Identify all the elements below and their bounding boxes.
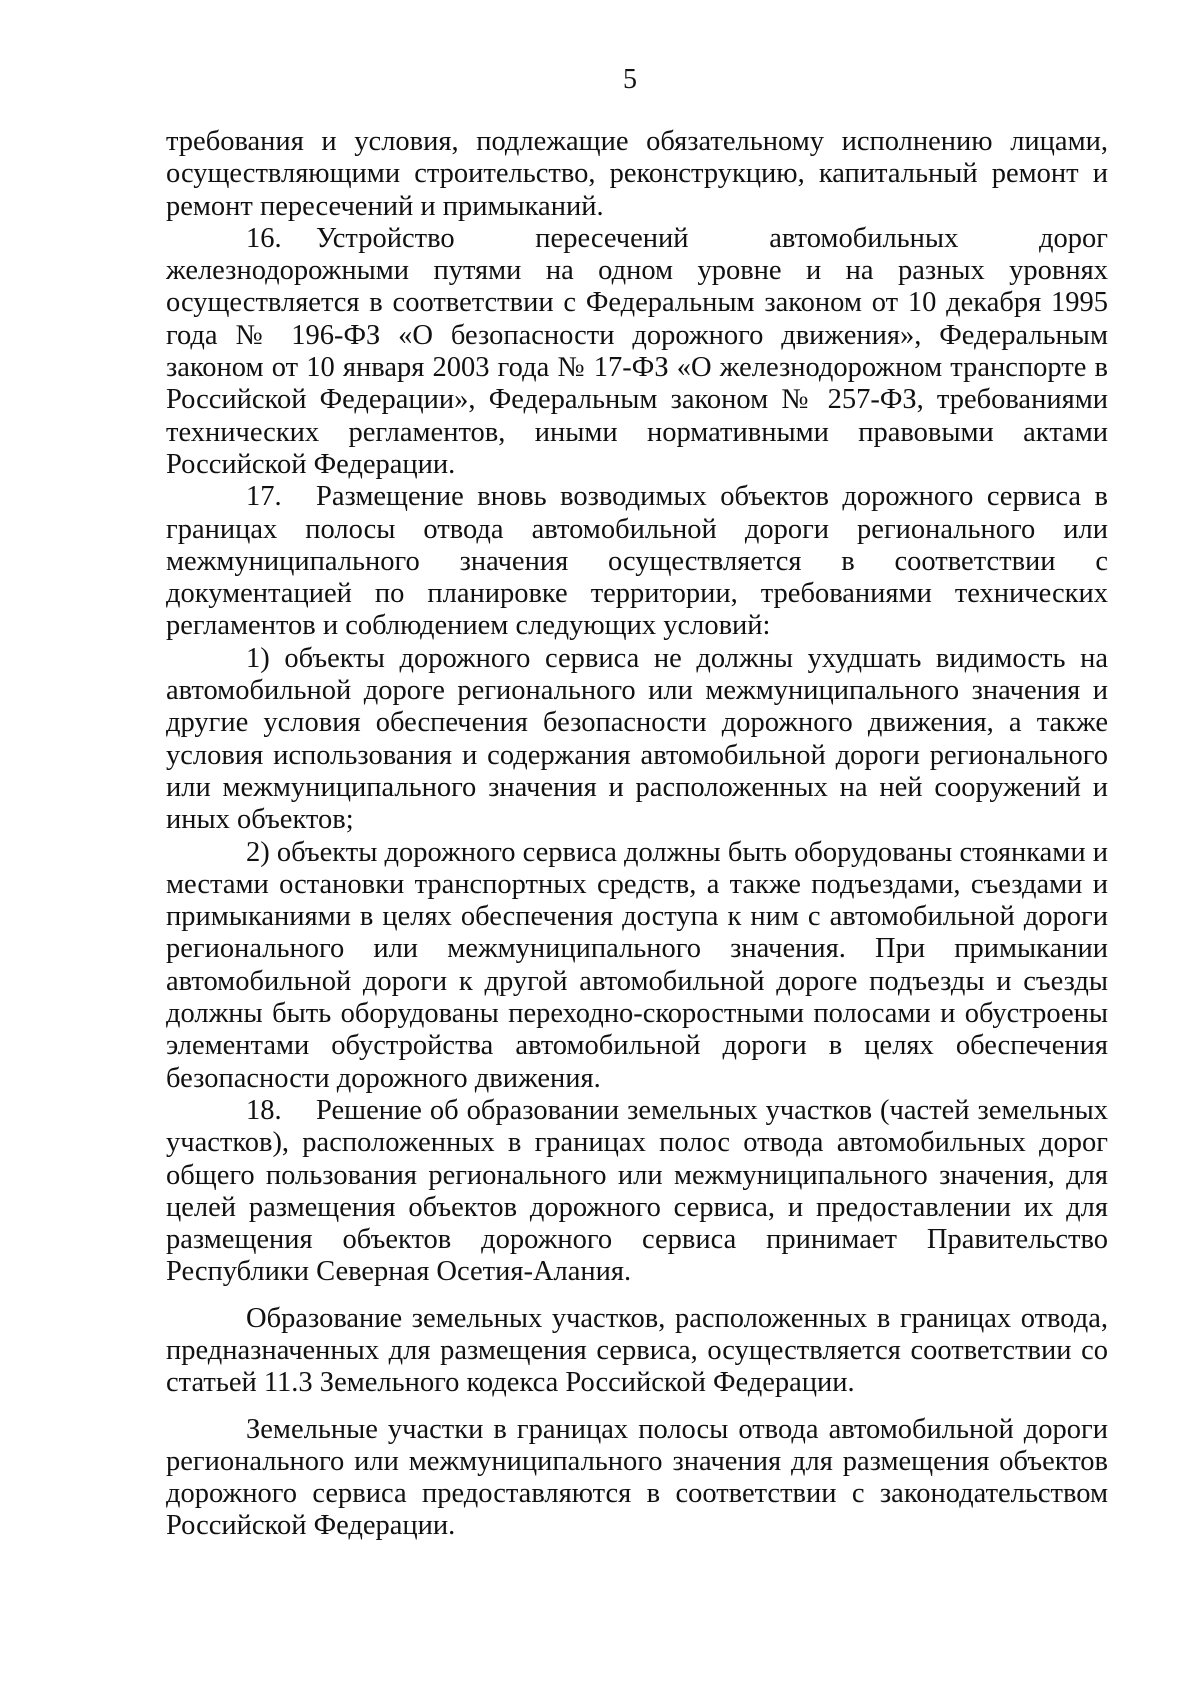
clause-16-number: 16. <box>246 222 282 254</box>
clause-18-number: 18. <box>246 1094 282 1126</box>
clause-18 <box>166 1095 1108 1289</box>
paragraph-land-formation: Образование земельных участков, расположенных в границах отвода, предназначенных для размещения сервиса, осуществляется соответствии со статьей 11.3 Земельного кодекса Российской Федерации. <box>166 1302 1108 1399</box>
paragraph-continuation: требования и условия, подлежащие обязательному исполнению лицами, осуществляющими строительство, реконструкцию, капитальный ремонт и ремонт пересечений и примыканий. <box>166 126 1108 222</box>
document-body <box>166 126 1108 1543</box>
paragraph-land-plots: Земельные участки в границах полосы отвода автомобильной дороги регионального или межмуниципального значения для размещения объектов дорожного сервиса предоставляются в соответствии с законодательством Российской Федерации. <box>166 1413 1108 1542</box>
page-number: 5 <box>623 64 637 95</box>
clause-17-item-1: 1) объекты дорожного сервиса не должны ухудшать видимость на автомобильной дороге регионального или межмуниципального значения и другие условия обеспечения безопасности дорожного движения, а также условия использования и содержания автомобильной дороги регионального или межмуниципального значения и расположенных на ней сооружений и иных объектов; <box>166 642 1108 836</box>
clause-16-text: Устройство пересечений автомобильных дорог железнодорожными путями на одном уровне и на разных уровнях осуществляется в соответствии с Федеральным законом от 10 декабря 1995 года № 196-ФЗ «О безопасности дорожного движения», Федеральным законом от 10 января 2003 года № 17-ФЗ «О железнодорожном транспорте в Российской Федерации», Федеральным законом № 257-ФЗ, требованиями технических регламентов, иными нормативными правовыми актами Российской Федерации. <box>166 222 1108 480</box>
clause-17-item-2: 2) объекты дорожного сервиса должны быть оборудованы стоянками и местами остановки транспортных средств, а также подъездами, съездами и примыканиями в целях обеспечения доступа к ним с автомобильной дороги регионального или межмуниципального значения. При примыкании автомобильной дороги к другой автомобильной дороге подъезды и съезды должны быть оборудованы переходно-скоростными полосами и обустроены элементами обустройства автомобильной дороги в целях обеспечения безопасности дорожного движения. <box>166 836 1108 1094</box>
clause-18-text: Решение об образовании земельных участков (частей земельных участков), расположенных в границах полос отвода автомобильных дорог общего пользования регионального или межмуниципального значения, для целей размещения объектов дорожного сервиса, и предоставлении их для размещения объектов дорожного сервиса принимает Правительство Республики Северная Осетия-Алания. <box>166 1094 1108 1288</box>
clause-16 <box>166 223 1108 481</box>
clause-17-number: 17. <box>246 481 282 513</box>
clause-17 <box>166 481 1108 642</box>
clause-17-text: Размещение вновь возводимых объектов дорожного сервиса в границах полосы отвода автомобильной дороги регионального или межмуниципального значения осуществляется в соответствии с документацией по планировке территории, требованиями технических регламентов и соблюдением следующих условий: <box>166 481 1108 642</box>
